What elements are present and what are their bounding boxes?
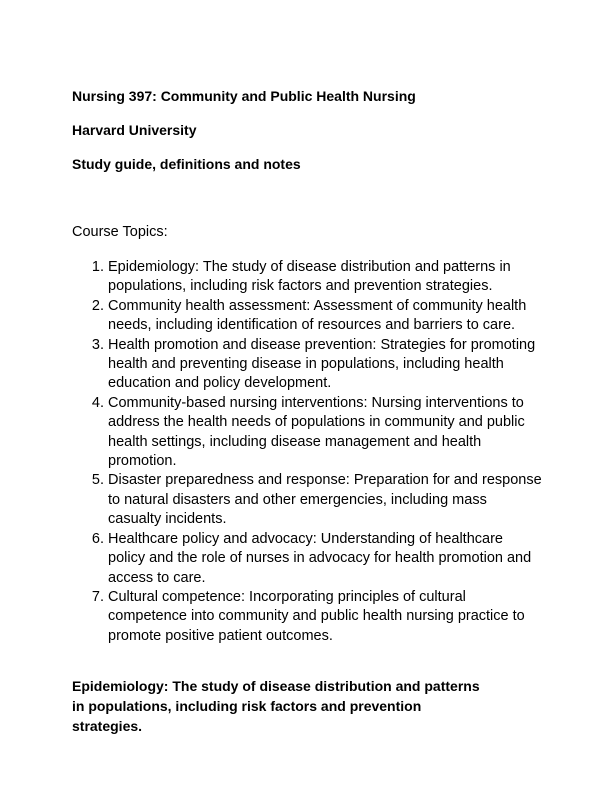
- topic-text: Disaster preparedness and response: Preparation for and response to natural disasters and other emergencies, including mass casualty incidents.: [108, 472, 542, 528]
- topic-text: Health promotion and disease prevention: Strategies for promoting health and preventing disease in populations, including health education and policy development.: [108, 336, 536, 392]
- course-title: Nursing 397: Community and Public Health Nursing: [72, 88, 416, 104]
- topic-number: 6.: [91, 530, 104, 547]
- topic-item: [0, 336, 612, 394]
- topic-number: 2.: [91, 297, 104, 314]
- topic-number: 1.: [91, 259, 104, 275]
- institution-name: Harvard University: [72, 122, 197, 138]
- course-topics-heading: Course Topics:: [72, 224, 168, 240]
- topic-item: [0, 258, 612, 297]
- topic-number: 7.: [91, 588, 104, 605]
- topic-item: [0, 394, 612, 472]
- topic-text: Epidemiology: The study of disease distribution and patterns in populations, including risk factors and prevention strategies.: [108, 259, 511, 295]
- course-topics-list: [0, 258, 612, 646]
- topic-text: Community-based nursing interventions: Nursing interventions to address the health needs of populations in community and public health settings, including disease management and health promotion.: [108, 394, 525, 470]
- topic-text: Cultural competence: Incorporating principles of cultural competence into community and public health nursing practice to promote positive patient outcomes.: [108, 588, 525, 644]
- topic-item: [0, 471, 612, 529]
- topic-item: [0, 297, 612, 336]
- topic-number: 3.: [91, 336, 104, 353]
- topic-number: 4.: [91, 394, 104, 411]
- topic-item: [0, 530, 612, 588]
- topic-number: 5.: [91, 472, 104, 489]
- topic-item: [0, 588, 612, 646]
- epidemiology-section-heading: Epidemiology: The study of disease distribution and patterns in populations, including risk factors and prevention strategies.: [72, 678, 480, 734]
- topic-text: Community health assessment: Assessment of community health needs, including identification of resources and barriers to care.: [108, 297, 527, 334]
- topic-text: Healthcare policy and advocacy: Understanding of healthcare policy and the role of nurses in advocacy for health promotion and access to care.: [108, 530, 532, 586]
- document-subtitle: Study guide, definitions and notes: [72, 156, 301, 172]
